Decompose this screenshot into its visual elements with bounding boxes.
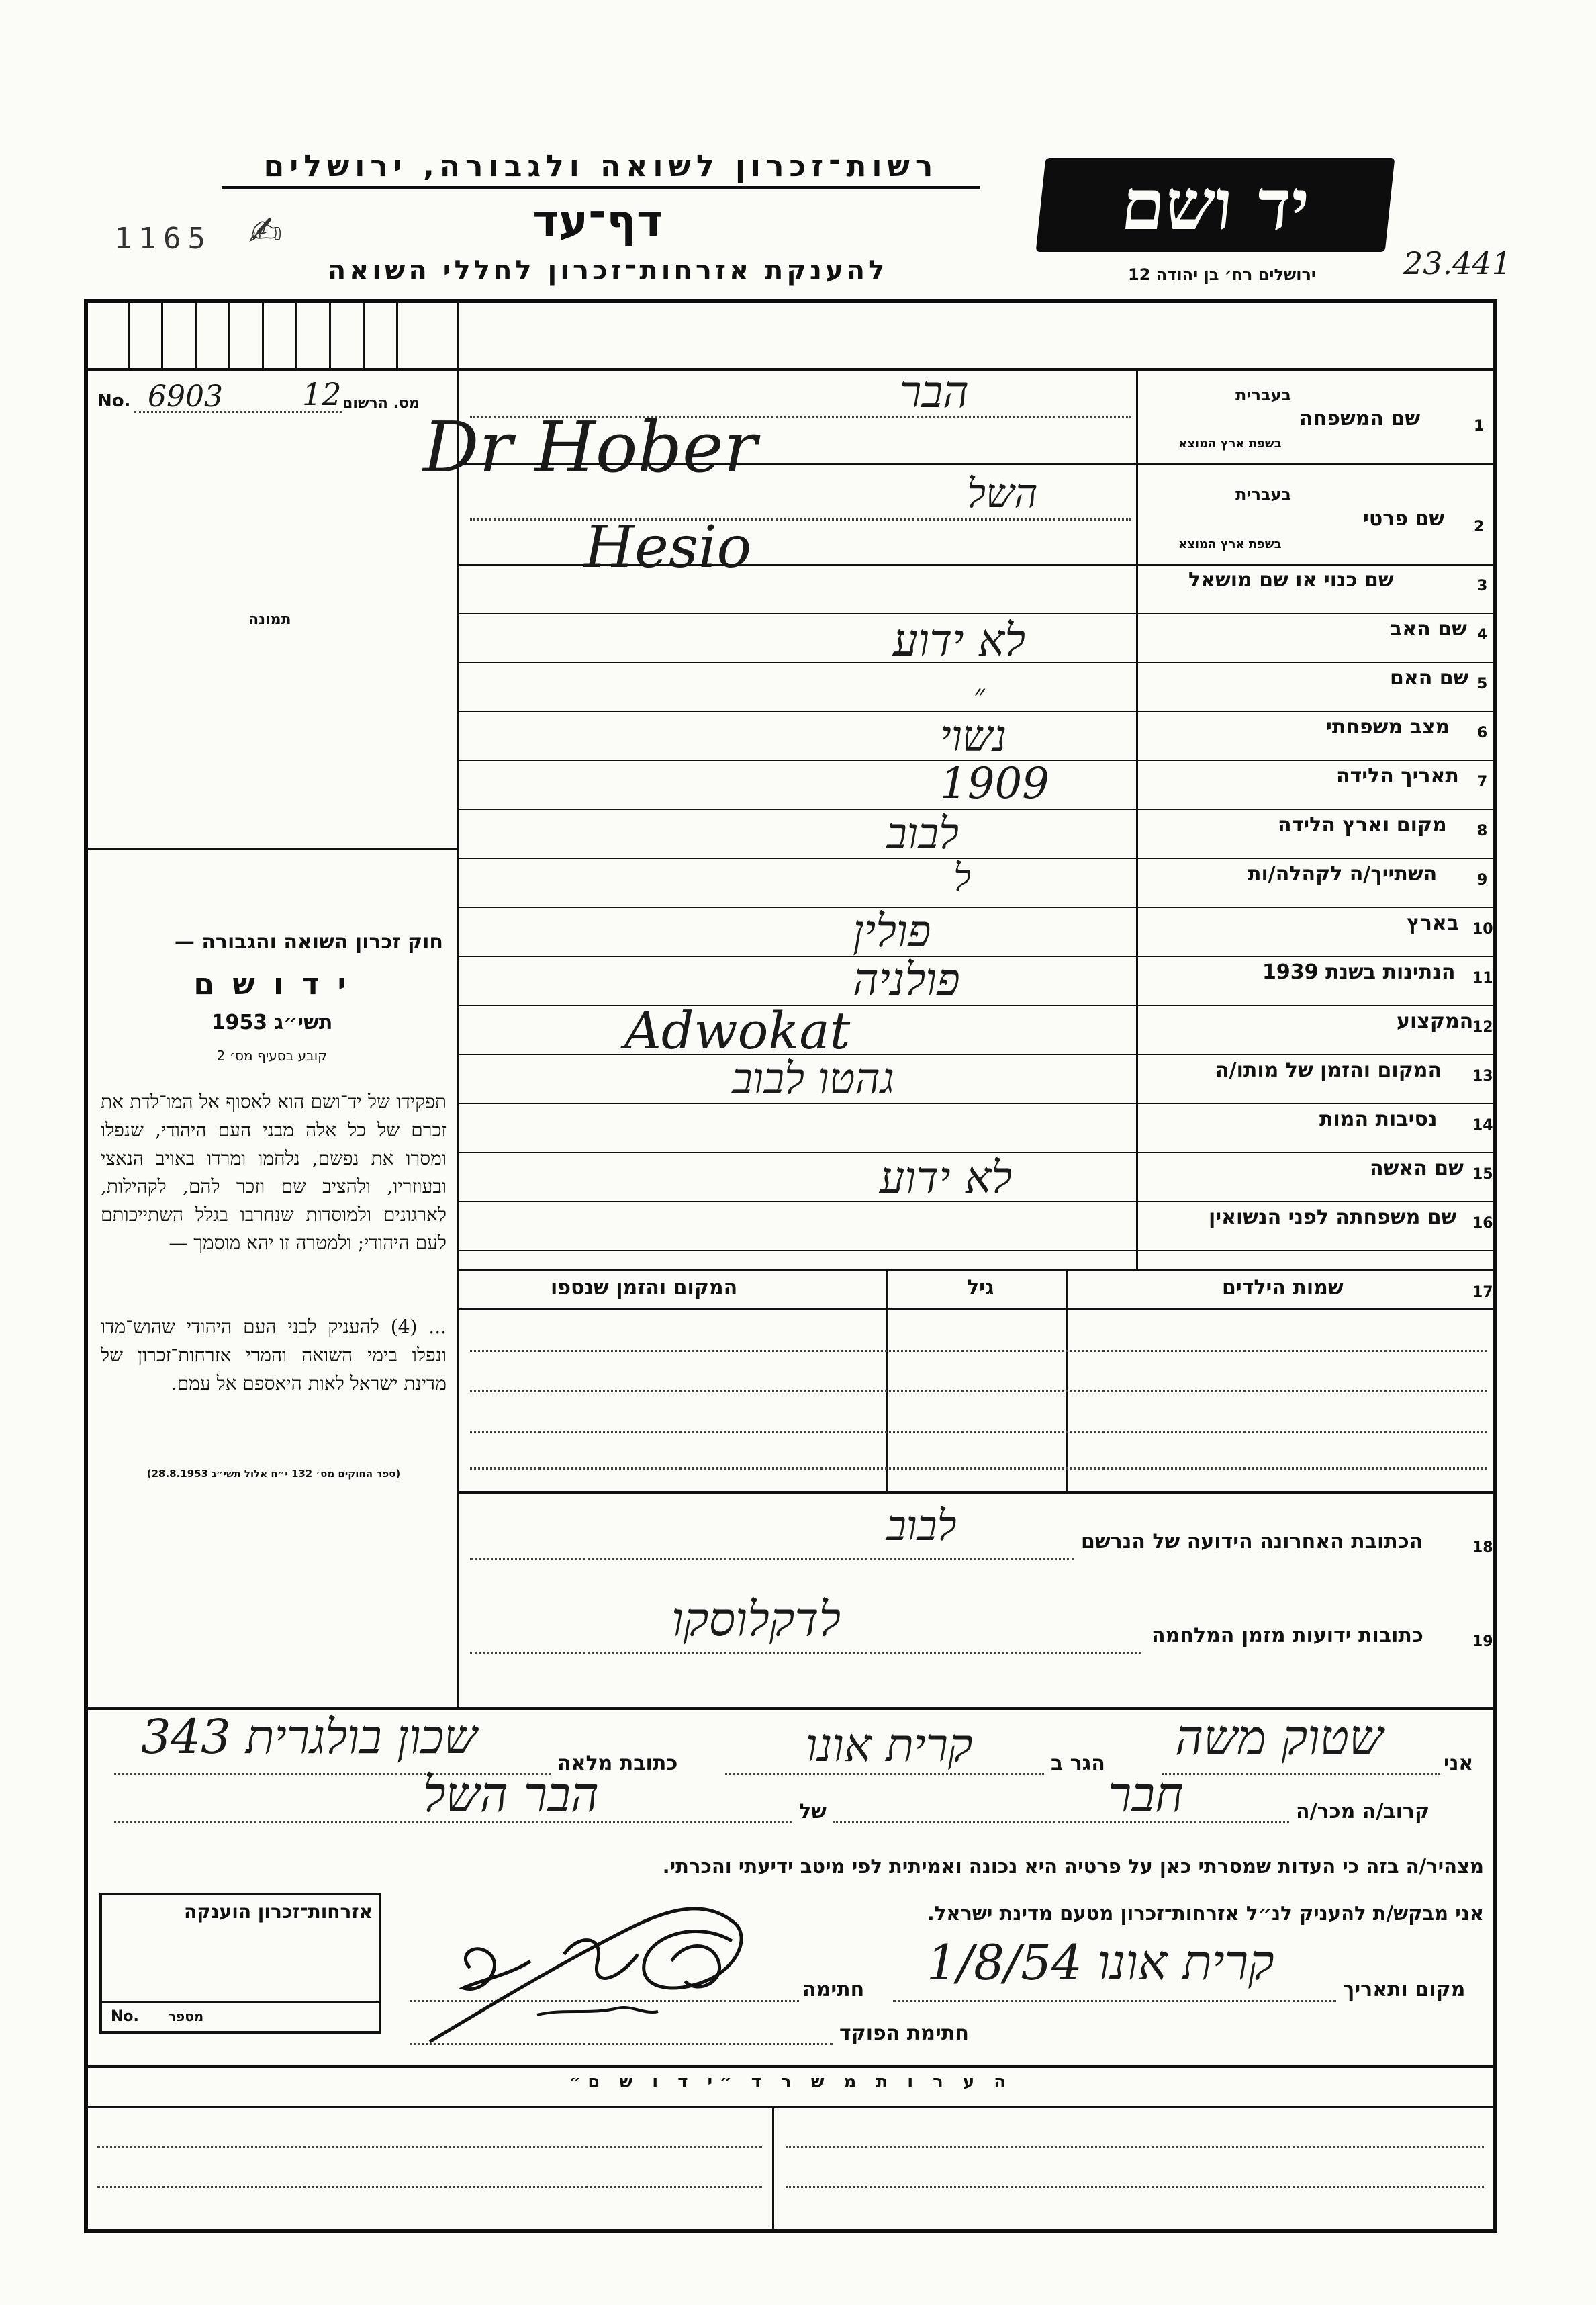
field-4-number: 4 — [1477, 627, 1488, 643]
children-row-line — [470, 1390, 1487, 1392]
field-16-label: שם משפחתה לפני הנשואין — [1209, 1206, 1457, 1229]
declarant-i-label: אני — [1444, 1752, 1474, 1775]
declarant-i-line — [1162, 1773, 1440, 1775]
law-source: (ספר החוקים מס׳ 132 י״ח אלול תשי״ג 28.8.1953) — [146, 1467, 401, 1480]
field-7-number: 7 — [1477, 774, 1488, 790]
field-11-value: פולניה — [853, 954, 960, 1005]
field-6-value: נשוי — [940, 712, 1007, 762]
declarant-address-label: כתובת מלאה — [557, 1752, 678, 1775]
field-13-label: המקום והזמן של מותו/ה — [1215, 1058, 1442, 1082]
children-row-line — [470, 1350, 1487, 1352]
stamp-mark-icon: ✍ — [248, 208, 283, 255]
box-divider — [161, 303, 163, 368]
field-1-origin-tag: בשפת ארץ המוצא — [1178, 437, 1282, 451]
children-col-divider — [886, 1269, 888, 1491]
box-divider — [396, 303, 398, 368]
field-10-label: בארץ — [1407, 911, 1460, 935]
field-5-label: שם האם — [1390, 666, 1469, 690]
yad-vashem-logo — [1036, 158, 1395, 252]
field-4-value: לא ידוע — [893, 615, 1026, 666]
declarant-of-label: של — [799, 1800, 827, 1823]
field-1-number: 1 — [1474, 418, 1485, 435]
field-15-value: לא ידוע — [880, 1152, 1013, 1204]
law-title: חוק זכרון השואה והגבורה — — [174, 930, 443, 954]
office-notes-line — [97, 2146, 762, 2148]
box-divider — [262, 303, 264, 368]
citizenship-box-divider — [99, 2001, 381, 2003]
children-col-divider — [1066, 1269, 1068, 1491]
office-notes-header-line — [88, 2106, 1493, 2108]
field-2-hebrew-tag: בעברית — [1235, 485, 1292, 504]
office-notes-line — [97, 2186, 762, 2188]
field-8-number: 8 — [1477, 823, 1488, 840]
declarant-relation-label: קרוב/ה מכר/ה — [1296, 1800, 1430, 1823]
field-9-number: 9 — [1477, 872, 1488, 889]
reg-no-value: 6903 — [148, 379, 223, 414]
logo-text: יד ושם — [1117, 163, 1313, 246]
field-11-label: הנתינות בשנת 1939 — [1262, 960, 1456, 984]
field-9-label: השתייך/ה לקהלה/ות — [1248, 862, 1438, 886]
field-18-number: 18 — [1472, 1539, 1493, 1556]
photo-divider — [88, 848, 457, 850]
field-5-number: 5 — [1477, 676, 1488, 692]
field-8-label: מקום וארץ הלידה — [1278, 813, 1447, 837]
field-10-value: פולין — [853, 905, 931, 957]
field-14-label: נסיבות המות — [1319, 1108, 1438, 1131]
declarant-lives-value: קרית אונו — [806, 1719, 973, 1772]
box-divider — [363, 303, 365, 368]
law-clause: קובע בסעיף מס׳ 2 — [216, 1048, 328, 1064]
declarant-relation-value: חבר — [1108, 1766, 1184, 1823]
field-19-label: כתובות ידועות מזמן המלחמה — [1152, 1624, 1423, 1647]
box-divider — [195, 303, 197, 368]
declarant-signature — [416, 1881, 819, 2055]
field-6-label: מצב משפחתי — [1326, 715, 1450, 739]
field-12-value: Adwokat — [624, 1001, 851, 1060]
children-row-line — [470, 1467, 1487, 1470]
declarant-statement-1: מצהיר/ה בזה כי העדות שמסרתי כאן על פרטיה היא נכונה ואמיתית לפי מיטב ידיעתי והכרתי. — [662, 1855, 1484, 1878]
field-9-value: ל — [953, 856, 972, 900]
children-row-line — [470, 1431, 1487, 1433]
row-line — [459, 956, 1493, 957]
signature-label: חתימה — [802, 1978, 865, 2001]
field-13-value: גהטו לבוב — [732, 1054, 894, 1104]
authority-title: רשות־זכרון לשואה ולגבורה, ירושלים — [222, 149, 980, 189]
declarant-address-value: שכון בולגרית 343 — [141, 1709, 477, 1764]
field-7-value: 1909 — [940, 759, 1049, 809]
children-place-header: המקום והזמן שנספו — [551, 1276, 738, 1300]
field-2-origin-tag: בשפת ארץ המוצא — [1178, 537, 1282, 551]
children-bottom-line — [459, 1491, 1493, 1494]
row-line — [459, 858, 1493, 859]
row-line — [459, 613, 1493, 614]
row-line — [459, 809, 1493, 810]
office-notes-title: ה ע ר ו ת מ ש ר ד ״י ד ו ש ם״ — [568, 2072, 1013, 2092]
field-18-line — [470, 1558, 1074, 1560]
children-header-line — [459, 1308, 1493, 1310]
office-notes-line — [786, 2186, 1484, 2188]
field-15-label: שם האשה — [1370, 1157, 1464, 1180]
law-text-2: ... (4) להעניק לבני העם היהודי שהוש־מדו ונפלו בימי השואה והמרי אזרחות־זכרון של מדינת ישראל לאות היאספם אל עמם. — [101, 1316, 447, 1394]
field-3-label: שם כנוי או שם מושאל — [1188, 568, 1394, 592]
field-2-label: שם פרטי — [1363, 507, 1445, 531]
place-date-label: מקום ותאריך — [1343, 1978, 1466, 2001]
field-14-number: 14 — [1472, 1117, 1493, 1134]
field-1-hebrew-tag: בעברית — [1235, 386, 1292, 404]
field-18-value: לבוב — [886, 1501, 957, 1550]
row-line — [459, 1054, 1493, 1055]
field-6-number: 6 — [1477, 725, 1488, 741]
children-names-header: שמות הילדים — [1222, 1276, 1344, 1300]
row-line — [459, 907, 1493, 908]
row-line — [459, 1250, 1493, 1251]
citizenship-box-title: אזרחות־זכרון הוענקה — [184, 1901, 373, 1923]
field-13-number: 13 — [1472, 1068, 1493, 1085]
declarant-of-value: הבר השל — [423, 1766, 599, 1823]
declarant-lives-label: הגר ב — [1051, 1752, 1105, 1775]
declarant-lives-line — [725, 1773, 1044, 1775]
field-2-origin-value: Hesio — [584, 514, 752, 581]
row-line — [459, 1103, 1493, 1104]
field-1-label: שם המשפחה — [1299, 407, 1421, 431]
children-age-header: גיל — [967, 1276, 994, 1300]
field-11-number: 11 — [1472, 970, 1493, 987]
law-text-1: תפקידו של יד־ושם הוא לאסוף אל המו־לדת את זכרם של כל אלה מבני העם היהודי, שנפלו ומסרו את נפשם, נלחמו ומרדו באויב הנאצי ובעוזריו, ולהציב שם וזכר להם, לקהילות, לארגונים ולמוסדות שנחרבו בגלל השתייכותם לעם היהודי; ולמטרה זו יהא מוסמך — — [101, 1091, 447, 1254]
officer-label: חתימת הפוקד — [839, 2022, 969, 2045]
box-divider — [295, 303, 297, 368]
reg-no-prefix: No. — [97, 391, 131, 411]
field-5-value: ״ — [974, 678, 985, 713]
field-2-number: 2 — [1474, 518, 1485, 535]
field-12-number: 12 — [1472, 1019, 1493, 1036]
citizenship-box-number-label: מספר — [168, 2008, 204, 2024]
corner-note: 23.441 — [1403, 245, 1511, 281]
field-1-origin-value: Dr Hober — [423, 406, 757, 488]
box-divider — [128, 303, 130, 368]
field-12-label: המקצוע — [1397, 1009, 1474, 1033]
field-15-number: 15 — [1472, 1166, 1493, 1183]
place-date-line — [893, 2000, 1336, 2002]
stamp-number: 1165 — [114, 222, 212, 256]
field-4-label: שם האב — [1390, 617, 1467, 641]
field-10-number: 10 — [1472, 921, 1493, 938]
form-title: דף־עד — [532, 195, 663, 246]
office-notes-top-line — [88, 2065, 1493, 2068]
field-7-label: תאריך הלידה — [1336, 764, 1459, 788]
label-column-divider — [1136, 369, 1138, 1269]
field-3-number: 3 — [1477, 578, 1488, 594]
field-1-hebrew-value: הבר — [900, 366, 969, 418]
photo-label: תמונה — [248, 611, 291, 628]
declarant-statement-2: אני מבקש/ת להעניק לנ״ל אזרחות־זכרון מטעם מדינת ישראל. — [927, 1902, 1484, 1925]
box-divider — [329, 303, 331, 368]
row-line — [459, 1005, 1493, 1006]
field-19-value: לדקלוסקו — [671, 1592, 841, 1647]
field-2-hebrew-value: השל — [967, 470, 1038, 517]
field-19-number: 19 — [1472, 1633, 1493, 1650]
field-18-label: הכתובת האחרונה הידועה של הנרשם — [1081, 1530, 1423, 1553]
declarant-relation-line — [833, 1821, 1289, 1823]
field-2-hebrew-line — [470, 518, 1131, 521]
box-divider — [228, 303, 230, 368]
logo-address: ירושלים רח׳ בן יהודה 12 — [1128, 265, 1316, 284]
reg-no-extra: 12 — [302, 376, 342, 412]
field-19-line — [470, 1652, 1141, 1654]
top-strip-line — [88, 368, 1493, 371]
field-8-value: לבוב — [886, 809, 959, 859]
law-year: תשי״ג 1953 — [211, 1011, 333, 1034]
reg-label: מס. הרשום — [342, 395, 420, 412]
place-date-value: קרית אונו 1/8/54 — [927, 1934, 1274, 1991]
field-16-number: 16 — [1472, 1215, 1493, 1232]
row-line — [459, 1269, 1493, 1271]
law-name: י ד ו ש ם — [193, 967, 350, 1001]
form-subtitle: להענקת אזרחות־זכרון לחללי השואה — [327, 255, 888, 286]
office-notes-divider — [772, 2106, 774, 2229]
citizenship-box-no: No. — [111, 2008, 139, 2025]
office-notes-line — [786, 2146, 1484, 2148]
declarant-i-value: שטוק משה — [1175, 1709, 1384, 1766]
field-17-number: 17 — [1472, 1284, 1493, 1301]
